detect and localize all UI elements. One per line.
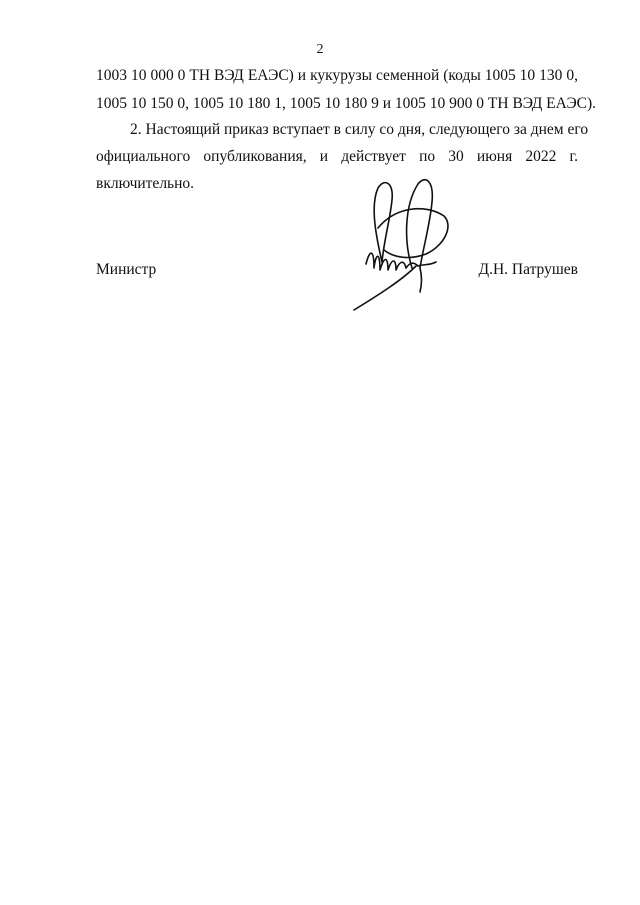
handwritten-signature bbox=[340, 176, 460, 316]
signatory-name: Д.Н. Патрушев bbox=[478, 261, 578, 278]
body-line-4: официального опубликования, и действует по 30 июня 2022 г. bbox=[96, 148, 578, 165]
signatory-title: Министр bbox=[96, 261, 157, 278]
body-line-3: 2. Настоящий приказ вступает в силу со дня, следующего за днем его bbox=[130, 121, 589, 138]
page-number: 2 bbox=[316, 42, 324, 57]
body-line-1: 1003 10 000 0 ТН ВЭД ЕАЭС) и кукурузы семенной (коды 1005 10 130 0, bbox=[96, 67, 578, 84]
body-line-2: 1005 10 150 0, 1005 10 180 1, 1005 10 180 9 и 1005 10 900 0 ТН ВЭД ЕАЭС). bbox=[96, 95, 597, 112]
body-line-5: включительно. bbox=[96, 175, 195, 192]
